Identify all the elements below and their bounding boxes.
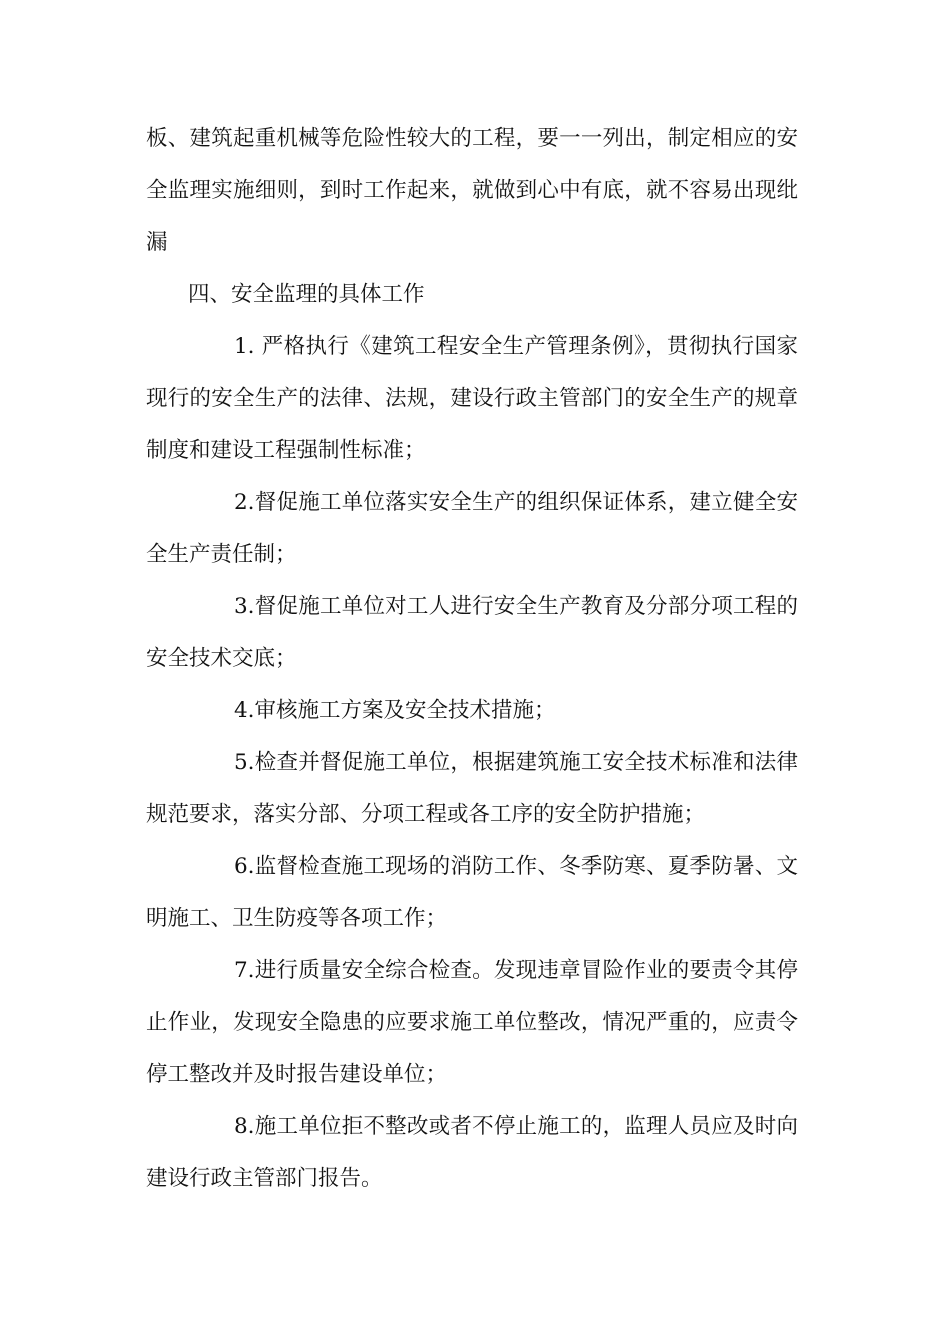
list-item: 5.检查并督促施工单位，根据建筑施工安全技术标准和法律规范要求，落实分部、分项工程或各工序的安全防护措施； bbox=[146, 750, 798, 827]
list-item: 7.进行质量安全综合检查。发现违章冒险作业的要责令其停止作业，发现安全隐患的应要求施工单位整改，情况严重的，应责令停工整改并及时报告建设单位； bbox=[146, 958, 798, 1087]
document-body bbox=[146, 113, 798, 1205]
section-heading: 四、安全监理的具体工作 bbox=[188, 282, 425, 307]
list-item: 2.督促施工单位落实安全生产的组织保证体系，建立健全安全生产责任制； bbox=[146, 490, 798, 567]
list-item: 6.监督检查施工现场的消防工作、冬季防寒、夏季防暑、文明施工、卫生防疫等各项工作； bbox=[146, 854, 798, 931]
list-item: 4.审核施工方案及安全技术措施； bbox=[234, 698, 556, 723]
paragraph-continuation: 板、建筑起重机械等危险性较大的工程，要一一列出，制定相应的安全监理实施细则，到时工作起来，就做到心中有底，就不容易出现纰漏 bbox=[146, 126, 798, 255]
list-item: 1. 严格执行《建筑工程安全生产管理条例》，贯彻执行国家现行的安全生产的法律、法规，建设行政主管部门的安全生产的规章制度和建设工程强制性标准； bbox=[146, 334, 798, 463]
list-item: 8.施工单位拒不整改或者不停止施工的，监理人员应及时向建设行政主管部门报告。 bbox=[146, 1114, 798, 1191]
list-item: 3.督促施工单位对工人进行安全生产教育及分部分项工程的安全技术交底； bbox=[146, 594, 798, 671]
